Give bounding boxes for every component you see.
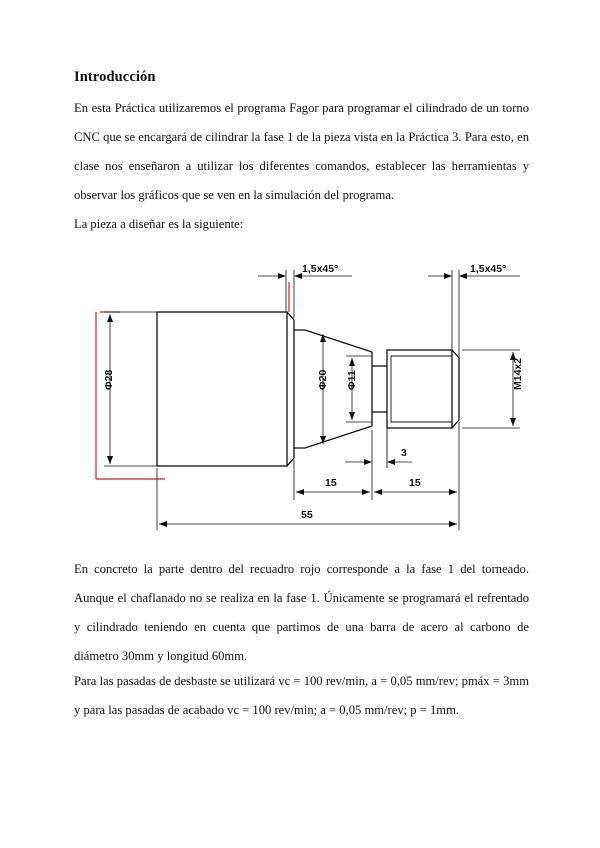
label-d28: Φ28	[103, 369, 115, 390]
label-len-15-left: 15	[325, 477, 337, 489]
thread-section	[387, 350, 452, 428]
label-len-3: 3	[401, 447, 407, 459]
taper-bottom	[294, 426, 372, 448]
params-paragraph: Para las pasadas de desbaste se utilizará vc = 100 rev/min, a = 0,05 mm/rev; pmáx = 3mm y para las pasadas de acabado vc = 100 rev/min; a = 0,05 mm/rev; p = 1mm.	[74, 674, 529, 717]
piece-intro-paragraph: La pieza a diseñar es la siguiente:	[74, 217, 244, 231]
label-chamfer-left: 1,5x45°	[302, 263, 339, 275]
intro-paragraph: En esta Práctica utilizaremos el programa Fagor para programar el cilindrado de un torno CNC que se encargará de cilindrar la fase 1 de la pieza vista en la Práctica 3. Para esto, en clase nos enseñaron a utilizar los diferentes comandos, establecer las herramientas y observar los gráficos que se ven en la simulación del programa.	[74, 101, 529, 202]
chamfer-left	[287, 312, 294, 466]
label-thread: M14x2	[512, 357, 524, 390]
phase-paragraph: En concreto la parte dentro del recuadro rojo corresponde a la fase 1 del torneado. Aunque el chaflanado no se realiza en la fase 1. Únicamente se programará el refrentado y cilindrado teniendo en cuenta que partimos de una barra de acero al carbono de diámetro 30mm y longitud 60mm.	[74, 562, 529, 663]
label-d20: Φ20	[317, 369, 329, 390]
section-heading: Introducción	[74, 69, 156, 85]
label-len-15-right: 15	[409, 477, 421, 489]
cylinder-d28	[157, 312, 287, 466]
taper-top	[294, 330, 372, 352]
label-len-55: 55	[301, 509, 313, 521]
technical-drawing	[80, 255, 550, 535]
label-chamfer-right: 1,5x45°	[470, 263, 507, 275]
label-d11: Φ11	[346, 370, 358, 390]
